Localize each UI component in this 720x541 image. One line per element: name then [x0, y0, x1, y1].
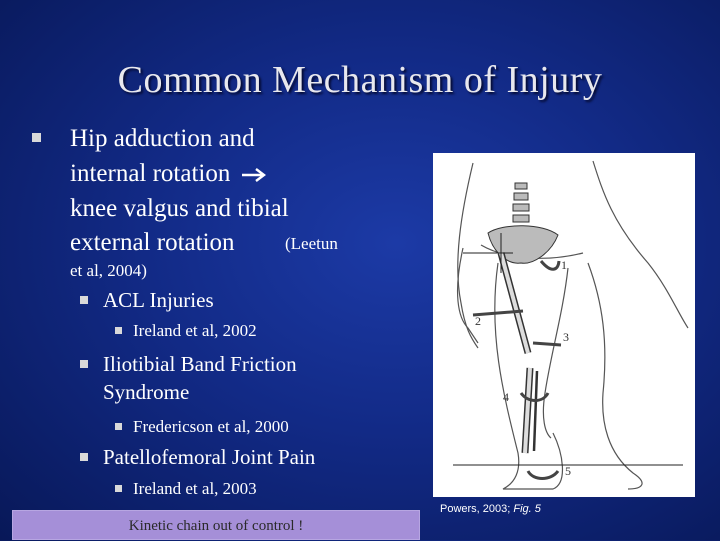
bullet-marker [32, 133, 41, 142]
main-bullet-line-3: knee valgus and tibial [70, 195, 289, 222]
figure-marker-1: 1 [561, 258, 567, 272]
figure-caption-source: Powers, 2003; [440, 503, 511, 515]
main-bullet-line-2-text: internal rotation [70, 160, 231, 187]
bullet-marker [80, 360, 88, 368]
sub-item-acl: ACL Injuries [103, 288, 214, 312]
figure-marker-4: 4 [503, 390, 509, 404]
main-bullet-line-2 [70, 161, 267, 186]
citation-leetun: (Leetun [285, 234, 338, 253]
sub-item-itbfs-line-2: Syndrome [103, 380, 190, 404]
figure-marker-5: 5 [565, 464, 571, 478]
sub-item-itbfs-line-1: Iliotibial Band Friction [103, 352, 297, 376]
figure-marker-3: 3 [563, 330, 569, 344]
bullet-marker [115, 327, 122, 334]
figure-caption-fig: Fig. 5 [513, 503, 541, 515]
ref-ireland-2003: Ireland et al, 2003 [133, 479, 257, 498]
sub-item-pfjp: Patellofemoral Joint Pain [103, 445, 316, 469]
leg-diagram-figure [433, 153, 695, 497]
citation-leetun-cont: et al, 2004) [70, 261, 147, 280]
leg-diagram [433, 153, 695, 497]
main-bullet-line-1: Hip adduction and [70, 125, 255, 152]
slide-title: Common Mechanism of Injury [117, 59, 603, 101]
bullet-marker [80, 296, 88, 304]
bullet-marker [80, 453, 88, 461]
bullet-marker [115, 423, 122, 430]
ref-ireland-2002: Ireland et al, 2002 [133, 321, 257, 340]
right-arrow-icon [241, 167, 267, 183]
figure-caption [440, 503, 541, 515]
bullet-marker [115, 485, 122, 492]
main-bullet-line-4: external rotation [70, 229, 235, 256]
ref-fredericson-2000: Fredericson et al, 2000 [133, 417, 289, 436]
kinetic-chain-callout: Kinetic chain out of control ! [12, 510, 420, 540]
figure-marker-2: 2 [475, 314, 481, 328]
